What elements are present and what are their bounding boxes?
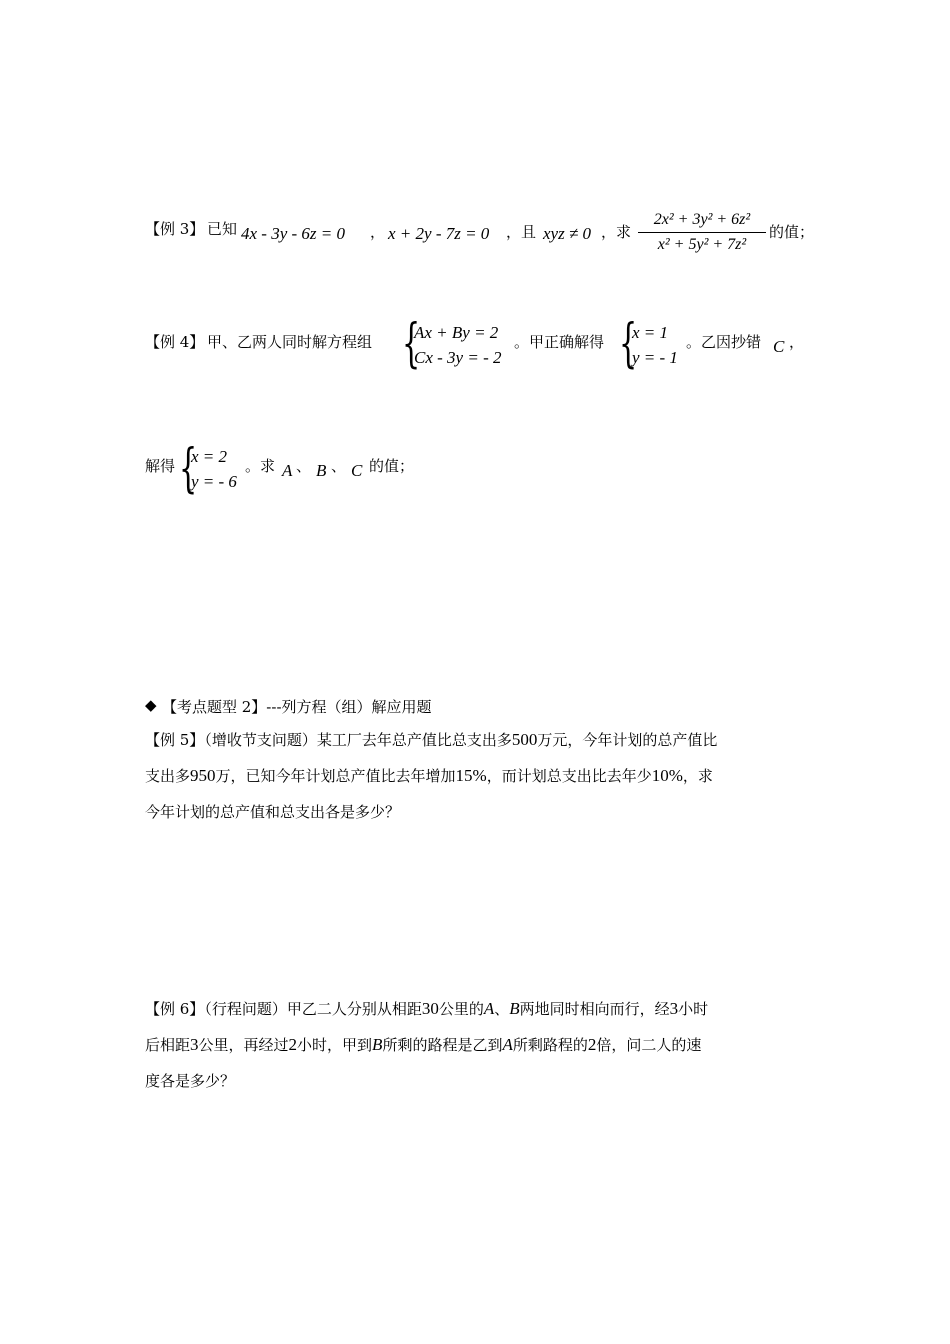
- value-15-percent: 15%: [455, 766, 487, 785]
- example-6-line-1-b: 公里的: [438, 1000, 484, 1018]
- diamond-icon: ◆: [145, 696, 157, 714]
- variable-c: C: [773, 337, 785, 356]
- system-1-row-1: Ax + By = 2: [414, 323, 499, 342]
- section-title: 【考点题型 2】---列方程（组）解应用题: [162, 698, 432, 716]
- example-4-text-value: 的值；: [369, 457, 415, 475]
- equation-2: x + 2y - 7z = 0: [388, 224, 490, 243]
- system-1-row-2: Cx - 3y = - 2: [414, 348, 502, 367]
- example-6-line-1-a: （行程问题）甲乙二人分别从相距: [204, 1000, 422, 1018]
- example-6-label: 【例 6】: [145, 1000, 205, 1018]
- equation-system-2: [632, 320, 678, 370]
- example-5-line-2-b: 万，已知今年计划总产值比去年增加: [215, 767, 456, 785]
- example-5-line-2-a: 支出多: [145, 767, 191, 785]
- fraction-numerator: 2x² + 3y² + 6z²: [638, 211, 766, 233]
- fraction-denominator: x² + 5y² + 7z²: [657, 236, 747, 253]
- example-5-line-1-a: （增收节支问题）某工厂去年总产值比总支出多: [204, 731, 512, 749]
- example-6-line-3: 度各是多少？: [145, 1072, 236, 1090]
- point-b: B: [509, 999, 520, 1018]
- example-5-line-3: 今年计划的总产值和总支出各是多少？: [145, 803, 401, 821]
- example-3-text-known: 已知: [207, 220, 238, 238]
- example-6-line-1-d: 两地同时相向而行，经: [519, 1000, 670, 1018]
- example-5-line-2-c: ，而计划总支出比去年少: [486, 767, 652, 785]
- fraction-expression: [638, 211, 766, 254]
- example-6-line-2-d: 所剩的路程是乙到: [382, 1036, 503, 1054]
- example-4-comma: ，: [789, 333, 805, 351]
- point-b-2: B: [372, 1035, 383, 1054]
- left-brace-system-2: {: [619, 314, 638, 374]
- example-5-line-1-b: 万元，今年计划的总产值比: [537, 731, 718, 749]
- variable-b: B: [316, 461, 327, 480]
- example-3-text-and: ，且: [506, 223, 537, 241]
- variable-a: A: [282, 461, 293, 480]
- system-3-row-2: y = - 6: [191, 472, 237, 491]
- equation-1: 4x - 3y - 6z = 0: [241, 224, 346, 243]
- system-2-row-1: x = 1: [632, 323, 669, 342]
- equation-system-3: [191, 444, 237, 494]
- example-4-text-find: 。求: [245, 457, 276, 475]
- example-4-text-correct: 。甲正确解得: [514, 333, 605, 351]
- equation-system-1: [414, 320, 501, 370]
- example-6: [145, 991, 810, 1099]
- system-2-row-2: y = - 1: [632, 348, 678, 367]
- example-6-line-1-c: 、: [494, 1000, 510, 1018]
- system-3-row-1: x = 2: [191, 447, 228, 466]
- example-3-text-find: ，求: [601, 223, 632, 241]
- value-3-km: 3: [190, 1035, 199, 1054]
- point-a-2: A: [502, 1035, 513, 1054]
- value-950: 950: [190, 766, 216, 785]
- value-30: 30: [421, 999, 439, 1018]
- example-3-text-value: 的值；: [769, 223, 815, 241]
- example-5-label: 【例 5】: [145, 731, 205, 749]
- enum-comma-2: 、: [331, 457, 347, 475]
- point-a: A: [483, 999, 495, 1018]
- example-6-line-1-e: 小时: [678, 1000, 709, 1018]
- example-4-label: 【例 4】: [145, 333, 205, 351]
- example-6-line-2-f: 倍，问二人的速: [596, 1036, 702, 1054]
- value-10-percent: 10%: [651, 766, 683, 785]
- example-5: [145, 722, 810, 830]
- example-4-text-solved: 解得: [145, 457, 176, 475]
- value-2-times: 2: [587, 1035, 597, 1054]
- value-500: 500: [511, 730, 538, 749]
- example-4-text-copy-error: 。乙因抄错: [686, 333, 762, 351]
- left-brace-system-1: {: [402, 314, 421, 374]
- example-6-line-2-b: 公里，再经过: [198, 1036, 289, 1054]
- example-6-line-2-e: 所剩路程的: [512, 1036, 588, 1054]
- example-3-label: 【例 3】: [145, 220, 205, 238]
- value-2-hours: 2: [288, 1035, 298, 1054]
- variable-c-2: C: [351, 461, 363, 480]
- example-6-line-2-a: 后相距: [145, 1036, 191, 1054]
- value-3-hours: 3: [669, 999, 679, 1018]
- condition-nonzero: xyz ≠ 0: [543, 224, 592, 243]
- left-brace-system-3: {: [179, 439, 198, 499]
- example-6-line-2-c: 小时，甲到: [297, 1036, 373, 1054]
- enum-comma-1: 、: [296, 457, 312, 475]
- separator-comma: ，: [370, 223, 386, 241]
- example-4-text-intro: 甲、乙两人同时解方程组: [207, 333, 373, 351]
- example-5-line-2-d: ，求: [682, 767, 713, 785]
